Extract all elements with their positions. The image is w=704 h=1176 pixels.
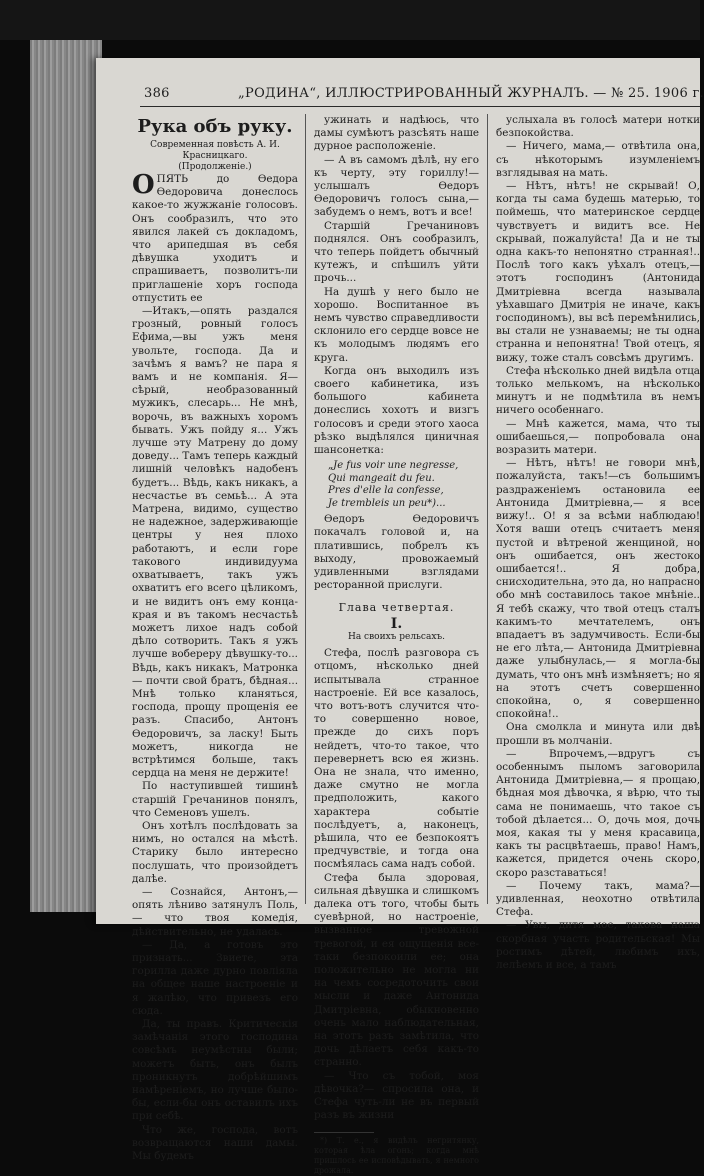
- journal-title: „РОДИНА“, ИЛЛЮСТРИРОВАННЫЙ ЖУРНАЛЪ. — № 25.: [238, 86, 650, 101]
- paragraph: Стефа, послѣ разговора съ отцомъ, нѣсколько дней испытывала странное настроеніе. Ей все казалось, что вотъ-вотъ случится что-то совершенно новое, прежде до сихъ поръ нейдетъ, что-то такое, что перевернетъ всю ея жизнь. Она не знала, что именно, даже смутно не могла предположить, какого характера событіе послѣдуетъ, а, наконецъ, рѣшила, что ее безпокоятъ предчувствіе, и тогда она посмѣялась сама надъ собой.: [314, 647, 479, 871]
- column-2-after-verse: [314, 513, 479, 592]
- column-1-body: [132, 305, 298, 1163]
- paragraph: услыхала въ голосѣ матери нотки безпокойства.: [496, 114, 700, 140]
- paragraph: — Ничего, мама,— отвѣтила она, съ нѣкоторымъ изумленіемъ взглядывая на мать.: [496, 140, 700, 179]
- song-verse: [328, 460, 479, 510]
- paragraph: — А въ самомъ дѣлѣ, ну его къ черту, эту гориллу!—услышалъ Ѳедоръ Ѳедоровичъ голосъ сына,—забудемъ о немъ, вотъ и все!: [314, 153, 479, 219]
- story-title: Рука объ руку.: [137, 116, 293, 137]
- verse-line: „Je fus voir une negresse,: [328, 460, 459, 472]
- paragraph: — Нѣтъ, нѣтъ! не говори мнѣ, пожалуйста, такъ!—съ большимъ раздраженіемъ остановила ее Антонида Дмитріевна,— я все вижу!.. О! я за всѣми наблюдаю! Хотя ваши отецъ считаетъ меня пустой и вѣтреной женщиной, но онъ ошибается, онъ жестоко ошибается!.. Я добра, снисходительна, это да, но напрасно обо мнѣ составилось такое мнѣніе.. Я тебѣ скажу, что твой отецъ сталъ какимъ-то мечтателемъ, онъ впадаетъ въ задумчивость. Если-бы не его лѣта,— Антонида Дмитріевна даже улыбнулась,— я могла-бы думать, что онъ мнѣ измѣняетъ; но я на этотъ счетъ совершенно спокойна, о, я совершенно спокойна!..: [496, 457, 700, 721]
- paragraph: Стефа нѣсколько дней видѣла отца только мелькомъ, на нѣсколько минутъ и не подмѣтила въ немъ ничего особеннаго.: [496, 364, 700, 417]
- footnote-rule: [314, 1132, 374, 1133]
- issue-year: 1906 г.: [653, 86, 704, 101]
- column-divider: [305, 114, 306, 904]
- story-author: А. И. Красницкаго.: [182, 140, 280, 161]
- chapter-text: [314, 647, 479, 1122]
- page-number: 386: [144, 86, 170, 101]
- paragraph: — Нѣтъ, нѣтъ! не скрывай! О, когда ты сама будешь матерью, то поймешь, что материнское сердце чувствуетъ и видитъ все. Не скрывай, пожалуйста! Да и не ты одна какъ-то непонятно странная!.. Послѣ того какъ уѣхалъ отецъ,—этотъ господинъ (Антонида Дмитріевна всегда называла уѣхавшаго Дмитрія не иначе, какъ господиномъ), вы всѣ перемѣнились, вы стали не узнаваемы; не ты одна странна и непонятна! Твой отецъ, я вижу, тоже сталъ совсѣмъ другимъ.: [496, 180, 700, 364]
- paragraph: На душѣ у него было не хорошо. Воспитанное въ немъ чувство справедливости склонило его сердце вовсе не къ молодымъ людямъ его круга.: [314, 285, 479, 364]
- document-page: [96, 58, 704, 1176]
- paragraph: Старшій Гречаниновъ поднялся. Онъ сообразилъ, что теперь пойдетъ обычный кутежъ, и спѣшилъ уйти прочь...: [314, 219, 479, 285]
- paragraph: Стефа была здоровая, сильная дѣвушка и слишкомъ далека отъ того, чтобы быть суевѣрной, но настроеніе, вызванное тревожной тревогой, и ея ощущенія все-таки безпокоили ее; она положительно не могла ни на чемъ сосредоточить свои мысли и даже Антонида Дмитріевна, обыкновенно очень мало наблюдательная, на этотъ разъ замѣтила, что дочь дѣлаетъ себя какъ-то странно.: [314, 871, 479, 1069]
- opening-text: ПЯТЬ до Ѳедора Ѳедоровича донеслось какое-то жужжаніе голосовъ. Онъ сообразилъ, что это явился лакей съ докладомъ, что арипедшая въ себя дѣвушка уходитъ и спрашиваетъ, позволитъ-ли приглашеніе хоръ господа отпустить ее: [132, 173, 298, 304]
- paragraph: — Сознайся, Антонъ,— опять лѣниво затянулъ Поль,— что твоя комедія, дѣйствительно, не удалась.: [132, 885, 298, 938]
- column-2: [314, 114, 479, 1176]
- page-edges: [30, 40, 102, 912]
- paragraph: —Итакъ,—опять раздался грозный, ровный голосъ Ефима,—вы ужъ меня увольте, господа. Да и зачѣмъ я вамъ? не пара я вамъ и не компанія. Я—сѣрый, необразованный мужикъ, слесарь... Не мнѣ, ворочь, въ важныхъ хоромъ бывать. Ужъ пойду я... Ужъ лучше эту Матрену до дому доведу... Тамъ теперь каждый лишній человѣкъ надобенъ будетъ... Вѣдь, какъ никакъ, а несчастье въ семьѣ... А эта Матрена, видимо, существо не надежное, задерживающіе центры у нея плохо работаютъ, и если горе такового индивидуума охватываетъ, такъ ужъ охватитъ его всего цѣликомъ, и не видитъ онъ ему конца-края и въ такомъ несчастьѣ можетъ лихое надъ собой дѣло сотворить. Такъ я ужъ лучше вобереру дѣвушку-то... Вѣдь, какъ никакъ, Матронка — почти свой братъ, бѣдная... Мнѣ только кланяться, господа, прощу прощенія ее разъ. Спасибо, Антонъ Ѳедоровичъ, за ласку! Быть можетъ, никогда не встрѣтимся больше, такъ сердца на меня не держите!: [132, 305, 298, 780]
- paragraph: — Впрочемъ,—вдругъ съ особеннымъ пыломъ заговорила Антонида Дмитріевна,— я прощаю, бѣдная моя дѣвочка, я вѣрю, что ты сама не понимаешь, что такое съ тобой дѣлается... О, дочь моя, дочь моя, какая ты у меня красавица, какъ ты расцвѣтаешь, право! Намъ, кажется, придется очень скоро, скоро разставаться!: [496, 747, 700, 879]
- story-subtitle-text: Современная повѣсть: [150, 140, 254, 150]
- paragraph: — Что съ тобой, моя дѣвочка?— спросила она, и Стефа чуть-ли не въ первый разъ въ жизни: [314, 1069, 479, 1122]
- column-2-body: [314, 114, 479, 457]
- running-header: [144, 86, 704, 106]
- paragraph: — Мнѣ кажется, мама, что ты ошибаешься,— попробовала она возразить матери.: [496, 417, 700, 457]
- paragraph: ужинать и надѣюсь, что дамы сумѣютъ разсѣять наше дурное расположеніе.: [314, 114, 479, 153]
- section-number: I.: [390, 615, 403, 632]
- scan-background: [0, 0, 700, 40]
- header-rule: [140, 106, 700, 107]
- column-divider: [487, 114, 488, 904]
- paragraph: — Увы, дитя мое, такова наша скорбная участь родительская! Мы ростимъ дѣтей, любимъ ихъ, лелѣемъ и все, а тамъ: [496, 919, 700, 971]
- paragraph: По наступившей тишинѣ старшій Гречанинов понялъ, что Семеновъ ушелъ.: [132, 780, 298, 819]
- footnote: *) Т. е., я видѣлъ негритянку, которая ѣла огонь; когда мнѣ пришлось ее исповѣдывать, я немного дрожала.: [314, 1136, 479, 1176]
- paragraph: Что же, господа, вотъ возвращаются наши дамы. Мы будемъ: [132, 1123, 298, 1163]
- column-3-body: [496, 114, 700, 972]
- verse-line: Pres d'elle la confesse,: [328, 485, 444, 497]
- continuation-note: (Продолженіе.): [178, 162, 252, 172]
- paragraph: Когда онъ выходилъ изъ своего кабинетика, изъ большого кабинета донеслись хохотъ и визгъ голосовъ и среди этого хаоса рѣзко выдѣлялся циничная шансонетка:: [314, 364, 479, 457]
- paragraph: Онъ хотѣлъ послѣдовать за нимъ, но остался на мѣстѣ. Старику было интересно послушать, что произойдетъ далѣе.: [132, 819, 298, 885]
- opening-paragraph: [132, 170, 298, 305]
- drop-cap: О: [132, 170, 155, 200]
- paragraph: Ѳедоръ Ѳедоровичъ покачалъ головой и, на платившись, побрелъ къ выходу, провожаемый удивленными взглядами ресторанной прислуги.: [314, 513, 479, 592]
- column-3: [496, 114, 700, 971]
- paragraph: — Да, а готовъ это признать... Звиете, эта горилла даже дурно повліяла на общее наше настроеніе и я жалѣю, что привезъ его сюда.: [132, 938, 298, 1017]
- column-1: [132, 114, 298, 1163]
- section-title: На своихъ рельсахъ.: [347, 631, 446, 642]
- paragraph: Она смолкла и минута или двѣ прошли въ молчаніи.: [496, 721, 700, 747]
- paragraph: — Почему такъ, мама?— удивленная, неохотно отвѣтила Стефа.: [496, 879, 700, 919]
- story-subtitle: [132, 140, 298, 162]
- chapter-heading: Глава четвертая.: [338, 600, 455, 614]
- verse-line: Je trembleis un peu*)...: [328, 497, 446, 509]
- paragraph: Да, ты правъ. Критическія замѣчанія этого господина совсѣмъ неумѣстны были; можетъ быть, онъ былъ проникнутъ добрѣйшимъ намѣреніемъ, но лучше было-бы, если-бы онъ оставилъ ихъ при себѣ.: [132, 1018, 298, 1123]
- verse-line: Qui mangeait du feu.: [328, 472, 435, 484]
